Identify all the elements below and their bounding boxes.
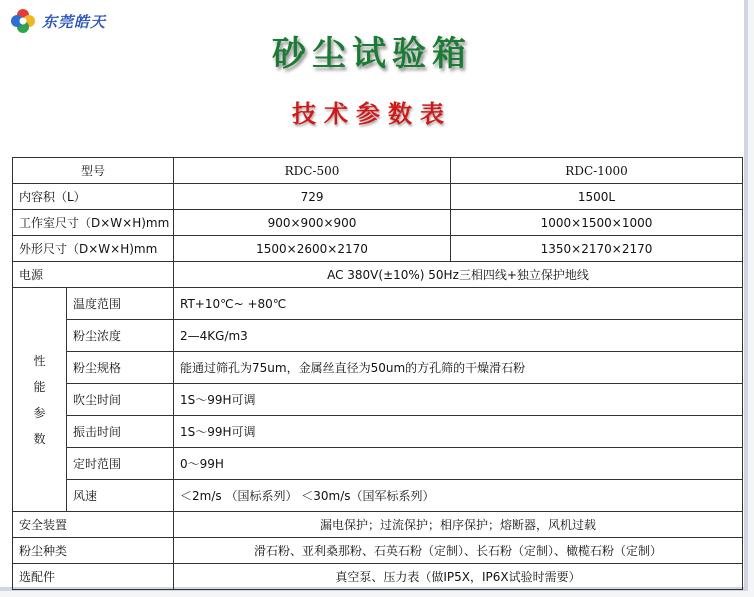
vibration-time-value: 1S～99H可调 [174, 416, 743, 448]
perf-char-2: 参 [33, 405, 46, 420]
temp-range-value: RT+10℃~ +80℃ [174, 288, 743, 320]
volume-value-500: 729 [174, 184, 451, 210]
table-row-volume [13, 184, 743, 210]
table-row-perf-1 [13, 320, 743, 352]
table-row-work-size [13, 210, 743, 236]
perf-char-3: 数 [33, 431, 46, 446]
dust-concentration-value: 2—4KG/m3 [174, 320, 743, 352]
model-rdc-1000: RDC-1000 [451, 158, 743, 184]
company-name: 东莞皓天 [42, 12, 107, 31]
dust-spec-label: 粉尘规格 [67, 352, 174, 384]
table-row-perf-6 [13, 480, 743, 512]
wind-speed-value: ＜2m/s （国标系列） ＜30m/s（国军标系列） [174, 480, 743, 512]
timer-range-label: 定时范围 [67, 448, 174, 480]
page-title: 砂尘试验箱 [272, 34, 472, 74]
temp-range-label: 温度范围 [67, 288, 174, 320]
safety-label: 安全装置 [13, 512, 174, 538]
dust-spec-value: 能通过筛孔为75um，金属丝直径为50um的方孔筛的干燥滑石粉 [174, 352, 743, 384]
outer-size-value-500: 1500×2600×2170 [174, 236, 451, 262]
outer-size-label: 外形尺寸（D×W×H)mm [13, 236, 174, 262]
table-row-dust-types [13, 538, 743, 564]
power-value: AC 380V(±10%) 50Hz三相四线+独立保护地线 [174, 262, 743, 288]
dust-types-label: 粉尘种类 [13, 538, 174, 564]
work-size-label: 工作室尺寸（D×W×H)mm [13, 210, 174, 236]
spec-table [12, 157, 743, 590]
safety-value: 漏电保护；过流保护；相序保护；熔断器，风机过载 [174, 512, 743, 538]
table-row-model [13, 158, 743, 184]
dust-concentration-label: 粉尘浓度 [67, 320, 174, 352]
blow-time-value: 1S～99H可调 [174, 384, 743, 416]
model-label: 型号 [13, 158, 174, 184]
page-subtitle: 技术参数表 [292, 99, 452, 128]
performance-group-label [13, 288, 67, 512]
work-size-value-500: 900×900×900 [174, 210, 451, 236]
model-rdc-500: RDC-500 [174, 158, 451, 184]
perf-char-1: 能 [33, 379, 46, 394]
table-row-options [13, 564, 743, 590]
vibration-time-label: 振击时间 [67, 416, 174, 448]
wind-speed-label: 风速 [67, 480, 174, 512]
table-row-perf-4 [13, 416, 743, 448]
blow-time-label: 吹尘时间 [67, 384, 174, 416]
work-size-value-1000: 1000×1500×1000 [451, 210, 743, 236]
options-value: 真空泵、压力表（做IP5X，IP6X试验时需要） [174, 564, 743, 590]
table-row-perf-5 [13, 448, 743, 480]
volume-value-1000: 1500L [451, 184, 743, 210]
table-row-perf-0 [13, 288, 743, 320]
table-row-outer-size [13, 236, 743, 262]
volume-label: 内容积（L） [13, 184, 174, 210]
table-row-power [13, 262, 743, 288]
outer-size-value-1000: 1350×2170×2170 [451, 236, 743, 262]
dust-types-value: 滑石粉、亚利桑那粉、石英石粉（定制）、长石粉（定制）、橄榄石粉（定制） [174, 538, 743, 564]
timer-range-value: 0～99H [174, 448, 743, 480]
table-row-safety [13, 512, 743, 538]
options-label: 选配件 [13, 564, 174, 590]
perf-char-0: 性 [33, 353, 46, 368]
table-row-perf-2 [13, 352, 743, 384]
table-row-perf-3 [13, 384, 743, 416]
power-label: 电源 [13, 262, 174, 288]
